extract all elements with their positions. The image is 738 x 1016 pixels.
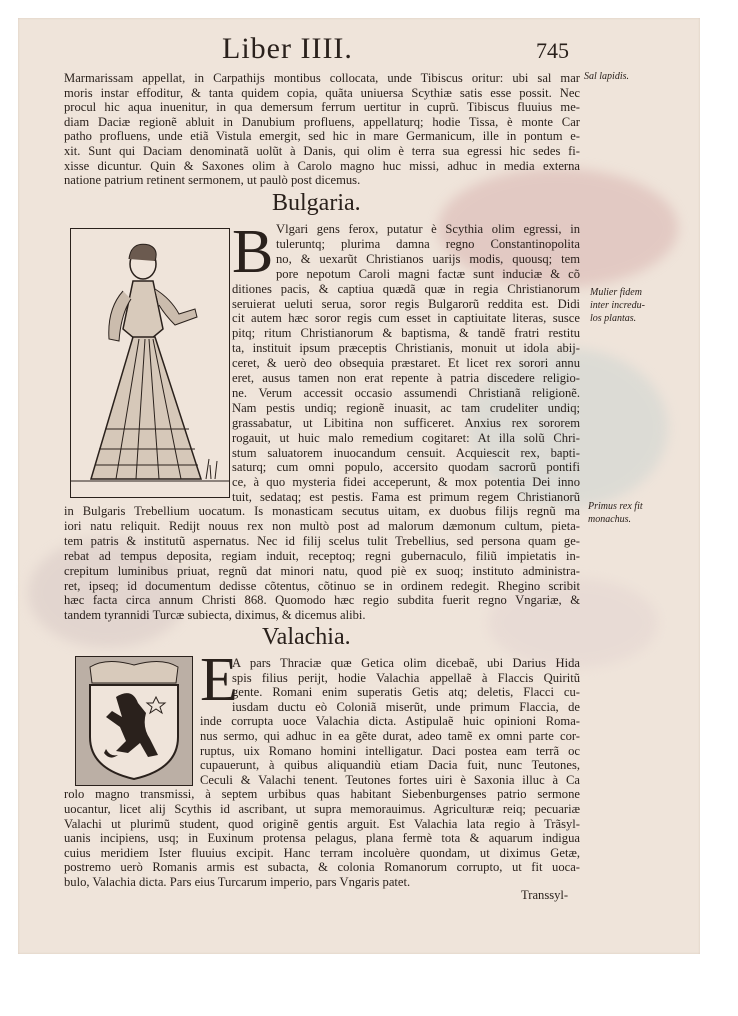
text-line: pore nepotum Caroli magni factæ sunt induciæ & cõ bbox=[276, 266, 580, 281]
text-line: tandem tyrannidi Turcæ subiecta, diximus, & dicemus alibi. bbox=[64, 608, 366, 623]
text-line: bulo, Valachia dicta. Pars eius Turcarum imperio, pars Vngaris patet. bbox=[64, 875, 411, 889]
text-line: xisse dicuntur. Quin & Saxones olim à Carolo magno huc missi, adhuc in media externa bbox=[64, 158, 580, 173]
text-line: stum saluatorem inuocandum censuit. Acquiescit rex, bapti- bbox=[232, 445, 580, 460]
margin-note-line: Mulier fidem bbox=[590, 287, 642, 298]
text-line: tuleruntq; plurima damna regno Constantinopolita bbox=[276, 236, 580, 251]
text-line: Marmarissam appellat, in Carpathijs montibus collocata, unde Tibiscus oritur: ubi sal mar bbox=[64, 71, 580, 85]
text-line: diam Daciæ regionẽ abluit in Danubium profluens, appellaturq; hodie Tissa, è monte Car bbox=[64, 114, 580, 129]
text-line: natione patrium retinent sermonem, ut paulò post dicemus. bbox=[64, 173, 361, 188]
text-line: ditiones pacis, & captiua quædã quæ in regia Christianorum bbox=[232, 281, 580, 296]
text-line: postremo uerò Romanis armis est subacta, & colonia Romanorum corrupto, ut fit uoca- bbox=[64, 860, 580, 875]
text-line: seruierat ueluti serua, soror regis Bulgarorũ reddita est. Didi bbox=[232, 296, 580, 311]
text-line: ta, instituit ipsum præceptis Christianis, monuit ut idola abij- bbox=[232, 341, 580, 356]
text-line: nus sermo, qui adhuc in ea gẽte durat, adeo tamẽ ex omni parte cor- bbox=[200, 729, 580, 743]
text-line: Ceculi & Valachi tenent. Teutones fortes uiri è Saxonia illuc à Ca bbox=[200, 772, 580, 787]
text-line: uanis incipiens, usq; in Euxinum protensa pelagus, plana fermè tota & aquarum indigua bbox=[64, 831, 580, 846]
text-line: ne. Verum accessit occasio assumendi Christianã religionẽ. bbox=[232, 385, 580, 400]
text-line: ce, à quo mysteria fidei acceperunt, & mox potentia Dei inno bbox=[232, 475, 580, 490]
text-line: tem patris & institutũ aspernatus. Nec id filij scelus tulit Trebellius, sed persona quam ge- bbox=[64, 533, 580, 548]
text-line: ret, ipseq; id documentum dedisse cõtentus, cõtinuo se in ordinem redegit. Rhegino scribit bbox=[64, 578, 580, 593]
section-heading-valachia: Valachia. bbox=[262, 624, 351, 650]
text-line: iusdam ductu eò Coloniã miserũt, unde primum Flaccia, de bbox=[232, 699, 580, 714]
margin-note-line: los plantas. bbox=[590, 313, 637, 324]
catchword: Transsyl- bbox=[521, 888, 569, 902]
text-line: crepitum luminibus priuat, regnũ dat minori natu, quod piè ex suoq; instituto administra- bbox=[64, 563, 580, 578]
woodcut-coat-of-arms bbox=[75, 656, 193, 786]
drop-cap-b: B bbox=[232, 218, 274, 286]
woodcut-bulgarian-woman bbox=[70, 228, 230, 498]
section-heading-bulgaria: Bulgaria. bbox=[272, 190, 361, 216]
margin-note-line: monachus. bbox=[588, 514, 632, 525]
lion-shield-icon bbox=[76, 657, 192, 785]
text-line: grassabatur, ut Libitina non sufficeret. Anxius rex sororem bbox=[232, 415, 580, 430]
text-line: Valachi ut plurimũ student, quod originẽ gentis arguit. Est Valachia lata regio à Trãsyl- bbox=[64, 816, 580, 831]
text-line: hæc facta circa annum Christi 868. Quomodo hæc regio subdita fuerit regno Vngariæ, & bbox=[64, 593, 580, 608]
text-line: Vlgari gens ferox, putatur è Scythia olim egressi, in bbox=[276, 222, 580, 236]
text-line: spis filius perijt, hodie Valachia appellaẽ à Flaccis Quiritũ bbox=[232, 670, 580, 685]
text-line: eret, ausus tamen non erat repente à patria discedere religio- bbox=[232, 371, 580, 385]
text-line: A pars Thraciæ quæ Getica olim dicebaẽ, ubi Darius Hida bbox=[232, 656, 580, 670]
text-line: rogauit, ut huic malo remedium cogitaret: At illa solũ Chri- bbox=[232, 430, 580, 445]
margin-note-line: inter incredu- bbox=[590, 300, 645, 311]
text-line: no, & uexarũt Christianos uarijs modis, quousq; tem bbox=[276, 251, 580, 266]
text-line: in Bulgaris Trebellium uocatum. Is monasticam secutus uitam, ex duobus filijs regnũ ma bbox=[64, 504, 580, 518]
text-line: rebat ad tempus deposita, regiam induit, receptoq; regni gubernaculo, filiũ impietatis in- bbox=[64, 548, 580, 563]
text-line: tuit, sedataq; est pestis. Fama est primum regem Christianorũ bbox=[232, 490, 580, 505]
text-line: gente. Romani enim superatis Getis atq; deletis, Flacci cu- bbox=[232, 685, 580, 700]
text-line: uocantur, licet alij Scythis id ascribant, ut supra memorauimus. Agriculturæ reiq; pecuariæ bbox=[64, 802, 580, 816]
margin-note-sal: Sal lapidis. bbox=[584, 71, 630, 82]
text-line: inde corrupta uoce Valachia dicta. Astipulaẽ huic opinioni Roma- bbox=[200, 714, 580, 729]
text-line: patho profluens, unde etiã Vistula emergit, sed hic in mare Germanicum, ille in pontum e- bbox=[64, 129, 580, 144]
text-line: Nam pestis undiq; regionẽ inuasit, ac tam crudeliter undiq; bbox=[232, 400, 580, 415]
drop-cap-e: E bbox=[200, 646, 238, 714]
book-title-header: Liber IIII. bbox=[222, 32, 353, 65]
margin-note-mulier bbox=[590, 286, 645, 325]
text-line: xit. Sunt qui Daciam denominatã uolũt à Danis, qui olim è terra sua egressi hic sedes fi- bbox=[64, 144, 580, 158]
text-line: saturq; cum omni populo, accersito quodam sacrorũ pontifi bbox=[232, 460, 580, 475]
woman-figure-icon bbox=[71, 229, 229, 497]
text-line: cupauerunt, à quibus aliquandiù etiam Dacia fuit, nunc Teutones, bbox=[200, 758, 580, 773]
text-line: iori natu reliquit. Redijt nouus rex non multò post ad malorum dæmonum cultum, pieta- bbox=[64, 518, 580, 533]
margin-note-line: Primus rex fit bbox=[588, 501, 643, 512]
text-line: pitq; ritum Christianorum & baptisma, & tandẽ fratri restitu bbox=[232, 326, 580, 341]
text-line: ruptus, uix Romano homini intelligatur. Daci postea eam terrã oc bbox=[200, 743, 580, 758]
text-line: cit autem hæc soror regis cum esset in captiuitate literas, susce bbox=[232, 311, 580, 326]
text-line: moris instar effoditur, & tanta quidem copia, quãta uniuersa Scythiæ satis esse possit. Nec bbox=[64, 85, 580, 100]
text-line: ceret, & uerò deo obsequia præstaret. Et licet rex sorori annu bbox=[232, 356, 580, 371]
page-number: 745 bbox=[536, 38, 569, 63]
margin-note-primus bbox=[588, 500, 643, 526]
text-line: rolo magno transmissi, à septem urbibus quas habitant Siebenburgenses patrio sermone bbox=[64, 787, 580, 802]
text-line: cuius meridiem Ister fluuius excipit. Hanc terram incoluère quondam, ut diximus Getæ, bbox=[64, 845, 580, 860]
text-line: procul hic aqua inuenitur, in qua demersum ferrum uertitur in cuprũ. Tibiscus fluuius me- bbox=[64, 100, 580, 115]
